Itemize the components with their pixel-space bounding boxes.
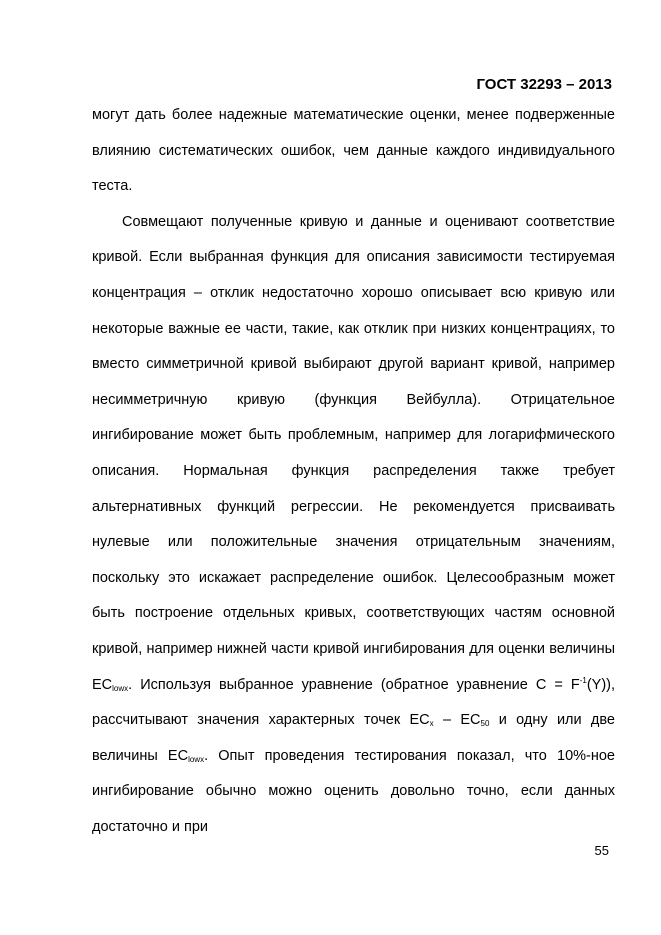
subscript-50: 50 — [480, 719, 490, 729]
paragraph-continuation: могут дать более надежные математические оценки, менее подверженные влиянию систематических ошибок, чем данные каждого индивидуального теста. — [92, 107, 615, 195]
document-header — [476, 76, 612, 94]
document-body — [92, 98, 615, 845]
subscript-x: x — [429, 719, 434, 729]
paragraph-curve-fitting — [92, 205, 615, 846]
text-run: – EC — [433, 712, 481, 729]
text-run: и одну или две величины EC — [92, 712, 615, 764]
text-run: . Используя выбранное уравнение (обратное уравнение C = F — [128, 676, 580, 693]
text-run: . Опыт проведения тестирования показал, что 10%-ное ингибирование обычно можно оценить довольно точно, если данных достаточно и при — [92, 747, 615, 835]
page-number: 55 — [594, 843, 609, 858]
superscript-minus-one: -1 — [579, 675, 587, 685]
text-run: (Y)), рассчитывают значения характерных точек EC — [92, 676, 615, 729]
subscript-lowx: lowx — [188, 754, 205, 764]
standard-number: ГОСТ 32293 – 2013 — [476, 76, 612, 93]
subscript-lowx: lowx — [112, 683, 129, 693]
text-run: Совмещают полученные кривую и данные и оценивают соответствие кривой. Если выбранная функция для описания зависимости тестируемая концентрация – отклик недостаточно хорошо описывает всю кривую или некоторые важные ее части, такие, как отклик при низких концентрациях, то вместо симметричной кривой выбирают другой вариант кривой, например несимметричную кривую (функция Вейбулла). Отрицательное ингибирование может быть проблемным, например для логарифмического описания. Нормальная функция распределения также требует альтернативных функций регрессии. Не рекомендуется присваивать нулевые или положительные значения отрицательным значениям, поскольку это искажает распределение ошибок. Целесообразным может быть построение отдельных кривых, соответствующих частям основной кривой, например нижней части кривой ингибирования для оценки величины EC — [92, 213, 615, 693]
